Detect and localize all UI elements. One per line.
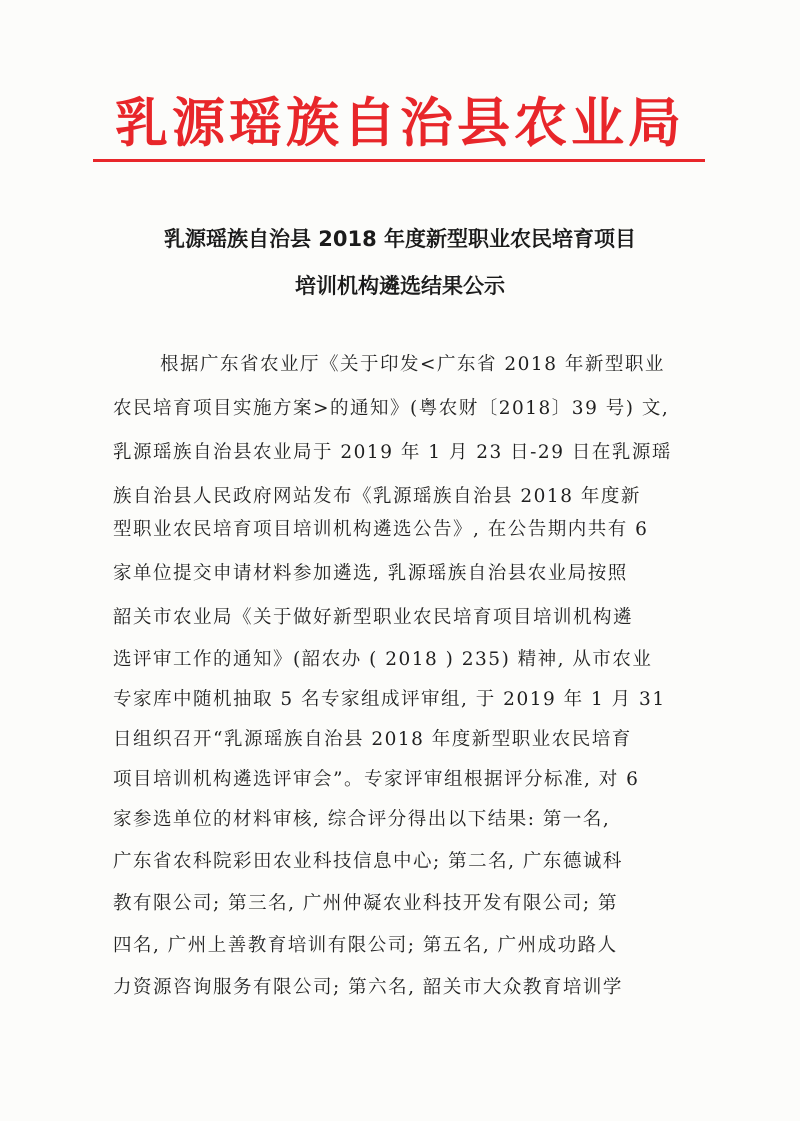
body-paragraph-line: 族自治县人民政府网站发布《乳源瑶族自治县 2018 年度新: [113, 486, 641, 507]
body-paragraph-line: 农民培育项目实施方案>的通知》(粤农财〔2018〕39 号) 文,: [113, 398, 670, 419]
body-paragraph-line: 力资源咨询服务有限公司; 第六名, 韶关市大众教育培训学: [113, 977, 623, 998]
body-paragraph-line: 根据广东省农业厅《关于印发<广东省 2018 年新型职业: [160, 354, 665, 375]
body-paragraph-line: 型职业农民培育项目培训机构遴选公告》, 在公告期内共有 6: [113, 519, 649, 540]
body-paragraph-line: 家参选单位的材料审核, 综合评分得出以下结果: 第一名,: [113, 809, 611, 830]
document-title-line-2: 培训机构遴选结果公示: [295, 274, 505, 298]
body-paragraph-line: 四名, 广州上善教育培训有限公司; 第五名, 广州成功路人: [113, 935, 618, 956]
body-paragraph-line: 专家库中随机抽取 5 名专家组成评审组, 于 2019 年 1 月 31: [113, 689, 666, 710]
body-paragraph-line: 家单位提交申请材料参加遴选, 乳源瑶族自治县农业局按照: [113, 563, 628, 584]
body-paragraph-line: 乳源瑶族自治县农业局于 2019 年 1 月 23 日-29 日在乳源瑶: [113, 442, 672, 463]
document-title-line-1: 乳源瑶族自治县 2018 年度新型职业农民培育项目: [163, 227, 637, 251]
body-paragraph-line: 日组织召开“乳源瑶族自治县 2018 年度新型职业农民培育: [113, 729, 632, 750]
letterhead-red-rule: [93, 159, 705, 162]
body-paragraph-line: 广东省农科院彩田农业科技信息中心; 第二名, 广东德诚科: [113, 851, 623, 872]
letterhead-title: 乳源瑶族自治县农业局: [115, 92, 685, 154]
body-paragraph-line: 教有限公司; 第三名, 广州仲凝农业科技开发有限公司; 第: [113, 893, 618, 914]
body-paragraph-line: 项目培训机构遴选评审会”。专家评审组根据评分标准, 对 6: [113, 769, 640, 790]
body-paragraph-line: 选评审工作的通知》(韶农办 ( 2018 ) 235) 精神, 从市农业: [113, 649, 653, 670]
body-paragraph-line: 韶关市农业局《关于做好新型职业农民培育项目培训机构遴: [113, 607, 634, 628]
